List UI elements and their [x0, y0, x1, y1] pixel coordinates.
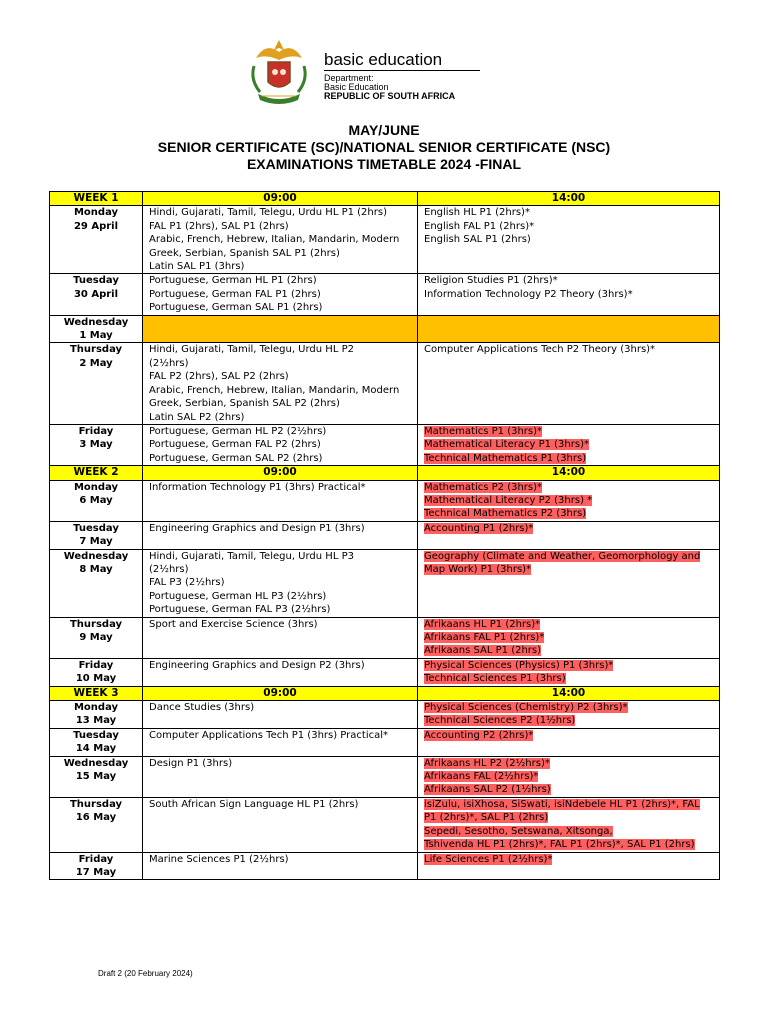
- week-label: WEEK 2: [50, 466, 143, 480]
- exam-line: [424, 783, 713, 796]
- exam-line: [424, 701, 713, 714]
- exam-entry: Sport and Exercise Science (3hrs): [149, 618, 318, 630]
- exam-entry: Accounting P2 (2hrs)*: [424, 729, 534, 741]
- exam-entry: Map Work) P1 (3hrs)*: [424, 563, 532, 575]
- exam-line: [149, 343, 411, 356]
- exam-line: [149, 576, 411, 589]
- exam-entry: Mathematical Literacy P1 (3hrs)*: [424, 439, 589, 451]
- day-date: 15 May: [75, 771, 117, 783]
- day-row: [50, 756, 720, 797]
- exam-line: [424, 563, 713, 576]
- day-row: [50, 343, 720, 424]
- exam-entry: Portuguese, German HL P3 (2½hrs): [149, 590, 327, 602]
- exam-line: [149, 590, 411, 603]
- exam-line: [424, 811, 713, 824]
- letterhead: [246, 36, 486, 108]
- exam-entry: Afrikaans SAL P1 (2hrs): [424, 645, 542, 657]
- morning-session-cell: [143, 424, 418, 465]
- exam-line: [149, 357, 411, 370]
- exam-entry: (2½hrs): [149, 563, 189, 575]
- morning-session-cell: [143, 797, 418, 852]
- exam-entry: Physical Sciences (Physics) P1 (3hrs)*: [424, 659, 614, 671]
- day-date: 8 May: [79, 563, 113, 575]
- exam-entry: P1 (2hrs)*, SAL P1 (2hrs): [424, 812, 549, 824]
- exam-line: [149, 798, 411, 811]
- exam-entry: Portuguese, German SAL P1 (2hrs): [149, 302, 323, 314]
- exam-entry: FAL P1 (2hrs), SAL P1 (2hrs): [149, 220, 289, 232]
- exam-entry: English HL P1 (2hrs)*: [424, 207, 530, 219]
- session-pm-header: 14:00: [418, 686, 720, 700]
- day-row: [50, 617, 720, 658]
- exam-line: [424, 729, 713, 742]
- exam-line: [424, 853, 713, 866]
- exam-line: [424, 672, 713, 685]
- exam-line: [424, 343, 713, 356]
- exam-entry: Information Technology P1 (3hrs) Practical*: [149, 481, 366, 493]
- exam-entry: Accounting P1 (2hrs)*: [424, 522, 534, 534]
- exam-entry: Greek, Serbian, Spanish SAL P1 (2hrs): [149, 247, 340, 259]
- day-row: [50, 852, 720, 880]
- day-cell: [50, 549, 143, 617]
- exam-line: [424, 659, 713, 672]
- afternoon-session-cell: [418, 480, 720, 521]
- session-pm-header: 14:00: [418, 192, 720, 206]
- exam-line: [424, 507, 713, 520]
- exam-line: [424, 825, 713, 838]
- exam-entry: Geography (Climate and Weather, Geomorphology and: [424, 550, 701, 562]
- exam-entry: Portuguese, German HL P2 (2½hrs): [149, 425, 327, 437]
- morning-session-cell: [143, 206, 418, 274]
- session-pm-header: 14:00: [418, 466, 720, 480]
- exam-line: [424, 618, 713, 631]
- exam-line: [424, 206, 713, 219]
- exam-entry: Information Technology P2 Theory (3hrs)*: [424, 288, 633, 300]
- exam-line: [424, 757, 713, 770]
- morning-session-cell: [143, 480, 418, 521]
- day-date: 17 May: [75, 866, 117, 878]
- day-row: [50, 315, 720, 343]
- exam-entry: Latin SAL P1 (3hrs): [149, 261, 245, 273]
- department-line-3: REPUBLIC OF SOUTH AFRICA: [324, 91, 456, 101]
- exam-entry: Arabic, French, Hebrew, Italian, Mandarin, Modern: [149, 234, 400, 246]
- department-line-2: Basic Education: [324, 82, 389, 92]
- exam-entry: (2½hrs): [149, 357, 189, 369]
- exam-entry: Afrikaans HL P1 (2hrs)*: [424, 618, 541, 630]
- exam-entry: Hindi, Gujarati, Tamil, Telegu, Urdu HL P2: [149, 344, 354, 356]
- exam-line: [149, 233, 411, 246]
- day-row: [50, 728, 720, 756]
- exam-entry: Life Sciences P1 (2½hrs)*: [424, 853, 553, 865]
- session-am-header: 09:00: [143, 192, 418, 206]
- morning-session-cell: [143, 315, 418, 343]
- draft-footer: Draft 2 (20 February 2024): [98, 969, 193, 978]
- day-cell: [50, 206, 143, 274]
- day-row: [50, 701, 720, 729]
- exam-line: [424, 452, 713, 465]
- afternoon-session-cell: [418, 424, 720, 465]
- exam-entry: isiZulu, isiXhosa, SiSwati, isiNdebele HL P1 (2hrs)*, FAL: [424, 798, 700, 810]
- morning-session-cell: [143, 617, 418, 658]
- week-header-row: [50, 192, 720, 206]
- day-cell: [50, 315, 143, 343]
- exam-line: [149, 288, 411, 301]
- day-row: [50, 549, 720, 617]
- exam-entry: Portuguese, German HL P1 (2hrs): [149, 275, 317, 287]
- exam-line: [149, 757, 411, 770]
- day-name: Monday: [73, 207, 119, 219]
- day-row: [50, 206, 720, 274]
- exam-line: [149, 411, 411, 424]
- day-name: Wednesday: [63, 550, 129, 562]
- day-date: 2 May: [79, 357, 113, 369]
- day-date: 29 April: [73, 220, 119, 232]
- week-header-row: [50, 686, 720, 700]
- day-cell: [50, 343, 143, 424]
- department-line-1: Department:: [324, 73, 374, 83]
- exam-line: [149, 425, 411, 438]
- exam-entry: Engineering Graphics and Design P2 (3hrs): [149, 659, 365, 671]
- exam-entry: Latin SAL P2 (2hrs): [149, 411, 245, 423]
- exam-line: [149, 220, 411, 233]
- exam-entry: South African Sign Language HL P1 (2hrs): [149, 798, 359, 810]
- exam-line: [149, 301, 411, 314]
- title-line-1: MAY/JUNE: [348, 122, 420, 138]
- exam-entry: English SAL P1 (2hrs): [424, 234, 531, 246]
- exam-entry: Technical Mathematics P1 (3hrs): [424, 452, 587, 464]
- exam-entry: English FAL P1 (2hrs)*: [424, 220, 535, 232]
- week-label: WEEK 3: [50, 686, 143, 700]
- exam-line: [424, 288, 713, 301]
- exam-entry: Religion Studies P1 (2hrs)*: [424, 275, 558, 287]
- morning-session-cell: [143, 728, 418, 756]
- exam-entry: FAL P2 (2hrs), SAL P2 (2hrs): [149, 371, 289, 383]
- afternoon-session-cell: [418, 206, 720, 274]
- day-cell: [50, 756, 143, 797]
- exam-line: [149, 452, 411, 465]
- day-cell: [50, 852, 143, 880]
- exam-entry: Mathematics P2 (3hrs)*: [424, 481, 543, 493]
- afternoon-session-cell: [418, 617, 720, 658]
- exam-line: [149, 603, 411, 616]
- exam-line: [424, 550, 713, 563]
- day-row: [50, 797, 720, 852]
- exam-line: [149, 550, 411, 563]
- exam-line: [424, 494, 713, 507]
- exam-line: [149, 260, 411, 273]
- day-cell: [50, 424, 143, 465]
- afternoon-session-cell: [418, 701, 720, 729]
- morning-session-cell: [143, 343, 418, 424]
- day-row: [50, 480, 720, 521]
- morning-session-cell: [143, 852, 418, 880]
- exam-line: [149, 438, 411, 451]
- exam-entry: Greek, Serbian, Spanish SAL P2 (2hrs): [149, 398, 340, 410]
- afternoon-session-cell: [418, 797, 720, 852]
- exam-line: [149, 563, 411, 576]
- exam-line: [149, 729, 411, 742]
- exam-entry: Mathematical Literacy P2 (3hrs) *: [424, 494, 593, 506]
- exam-entry: FAL P3 (2½hrs): [149, 577, 225, 589]
- exam-line: [424, 631, 713, 644]
- afternoon-session-cell: [418, 315, 720, 343]
- day-cell: [50, 617, 143, 658]
- exam-entry: Engineering Graphics and Design P1 (3hrs): [149, 522, 365, 534]
- day-name: Friday: [78, 425, 114, 437]
- day-date: 30 April: [73, 288, 119, 300]
- day-date: 3 May: [79, 439, 113, 451]
- day-date: 9 May: [79, 632, 113, 643]
- morning-session-cell: [143, 274, 418, 315]
- exam-entry: Computer Applications Tech P1 (3hrs) Practical*: [149, 729, 388, 741]
- exam-entry: Portuguese, German FAL P1 (2hrs): [149, 288, 321, 300]
- session-am-header: 09:00: [143, 686, 418, 700]
- exam-entry: Dance Studies (3hrs): [149, 702, 255, 714]
- afternoon-session-cell: [418, 852, 720, 880]
- day-row: [50, 521, 720, 549]
- exam-line: [149, 397, 411, 410]
- exam-entry: Afrikaans FAL P1 (2hrs)*: [424, 632, 545, 643]
- exam-entry: Technical Mathematics P2 (3hrs): [424, 508, 587, 520]
- day-name: Tuesday: [73, 522, 119, 534]
- coat-of-arms-icon: [246, 36, 312, 108]
- brand-name: basic education: [324, 50, 443, 69]
- exam-line: [424, 770, 713, 783]
- exam-line: [149, 618, 411, 631]
- exam-line: [424, 274, 713, 287]
- exam-line: [424, 798, 713, 811]
- day-date: 13 May: [75, 715, 117, 727]
- exam-line: [424, 714, 713, 727]
- day-date: 6 May: [79, 494, 113, 506]
- exam-entry: Technical Sciences P1 (3hrs): [424, 673, 566, 685]
- exam-entry: Technical Sciences P2 (1½hrs): [424, 715, 576, 727]
- day-name: Friday: [78, 659, 114, 671]
- day-row: [50, 274, 720, 315]
- day-cell: [50, 480, 143, 521]
- afternoon-session-cell: [418, 521, 720, 549]
- exam-line: [424, 220, 713, 233]
- morning-session-cell: [143, 521, 418, 549]
- day-name: Wednesday: [63, 316, 129, 328]
- day-cell: [50, 521, 143, 549]
- day-date: 1 May: [79, 330, 113, 342]
- day-name: Thursday: [69, 618, 123, 630]
- exam-entry: Afrikaans HL P2 (2½hrs)*: [424, 757, 550, 769]
- day-date: 10 May: [75, 673, 117, 685]
- exam-line: [149, 206, 411, 219]
- day-name: Friday: [78, 853, 114, 865]
- morning-session-cell: [143, 701, 418, 729]
- title-line-3: EXAMINATIONS TIMETABLE 2024 -FINAL: [246, 156, 522, 172]
- afternoon-session-cell: [418, 756, 720, 797]
- exam-line: [149, 384, 411, 397]
- exam-line: [149, 659, 411, 672]
- document-title: [0, 122, 768, 173]
- day-name: Tuesday: [73, 275, 119, 287]
- day-date: 7 May: [79, 536, 113, 548]
- afternoon-session-cell: [418, 274, 720, 315]
- exam-entry: Mathematics P1 (3hrs)*: [424, 425, 543, 437]
- day-name: Monday: [73, 702, 119, 714]
- title-line-2: SENIOR CERTIFICATE (SC)/NATIONAL SENIOR CERTIFICATE (NSC): [157, 139, 611, 155]
- morning-session-cell: [143, 658, 418, 686]
- exam-entry: Portuguese, German FAL P3 (2½hrs): [149, 604, 331, 616]
- afternoon-session-cell: [418, 728, 720, 756]
- day-name: Wednesday: [63, 757, 129, 769]
- exam-entry: Afrikaans SAL P2 (1½hrs): [424, 784, 551, 796]
- exam-entry: Physical Sciences (Chemistry) P2 (3hrs)*: [424, 702, 628, 714]
- day-cell: [50, 797, 143, 852]
- exam-line: [424, 438, 713, 451]
- exam-line: [424, 838, 713, 851]
- exam-line: [149, 481, 411, 494]
- exam-line: [424, 233, 713, 246]
- exam-line: [149, 701, 411, 714]
- exam-entry: Afrikaans FAL (2½hrs)*: [424, 771, 539, 783]
- week-header-row: [50, 466, 720, 480]
- exam-line: [424, 481, 713, 494]
- exam-entry: Computer Applications Tech P2 Theory (3hrs)*: [424, 344, 656, 356]
- exam-line: [424, 425, 713, 438]
- exam-timetable: [49, 191, 720, 880]
- morning-session-cell: [143, 549, 418, 617]
- exam-line: [424, 522, 713, 535]
- exam-line: [149, 853, 411, 866]
- day-date: 14 May: [75, 743, 117, 755]
- day-name: Thursday: [69, 344, 123, 356]
- exam-line: [424, 644, 713, 657]
- afternoon-session-cell: [418, 658, 720, 686]
- exam-entry: Design P1 (3hrs): [149, 757, 233, 769]
- day-cell: [50, 701, 143, 729]
- morning-session-cell: [143, 756, 418, 797]
- day-cell: [50, 658, 143, 686]
- exam-entry: Hindi, Gujarati, Tamil, Telegu, Urdu HL P1 (2hrs): [149, 207, 387, 219]
- afternoon-session-cell: [418, 549, 720, 617]
- exam-entry: Hindi, Gujarati, Tamil, Telegu, Urdu HL P3: [149, 550, 354, 562]
- exam-line: [149, 522, 411, 535]
- brand-divider: [324, 70, 480, 71]
- day-cell: [50, 728, 143, 756]
- day-row: [50, 658, 720, 686]
- week-label: WEEK 1: [50, 192, 143, 206]
- exam-entry: Sepedi, Sesotho, Setswana, Xitsonga,: [424, 825, 613, 837]
- day-name: Tuesday: [73, 729, 119, 741]
- exam-entry: Marine Sciences P1 (2½hrs): [149, 853, 289, 865]
- exam-line: [149, 247, 411, 260]
- day-cell: [50, 274, 143, 315]
- exam-entry: Portuguese, German FAL P2 (2hrs): [149, 439, 321, 451]
- afternoon-session-cell: [418, 343, 720, 424]
- day-row: [50, 424, 720, 465]
- exam-entry: Arabic, French, Hebrew, Italian, Mandarin, Modern: [149, 384, 400, 396]
- session-am-header: 09:00: [143, 466, 418, 480]
- exam-entry: Tshivenda HL P1 (2hrs)*, FAL P1 (2hrs)*, SAL P1 (2hrs): [424, 839, 695, 851]
- day-name: Monday: [73, 481, 119, 493]
- exam-entry: Portuguese, German SAL P2 (2hrs): [149, 452, 323, 464]
- day-name: Thursday: [69, 798, 123, 810]
- exam-line: [149, 274, 411, 287]
- exam-line: [149, 370, 411, 383]
- day-date: 16 May: [75, 812, 117, 824]
